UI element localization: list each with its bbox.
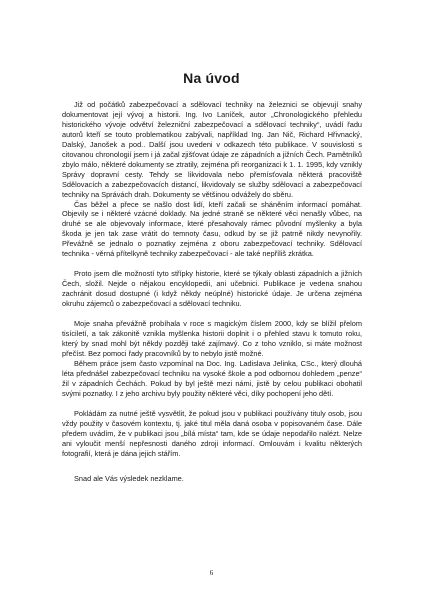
paragraph-6: Pokládám za nutné ještě vysvětlit, že pokud jsou v publikaci používány tituly osob, jsou vždy použity v časovém kontextu, tj. jaké titul měla daná osoba v popisovaném čase. Dále předem uvádím, že v publikaci jsou „bílá místa“ tam, kde se údaje nepodařilo nalézt. Nelze ani vyloučit menší nepřesnosti daného zdroji informací. Omlouvám i kvalitu některých fotografií, která je dána jejich stářím. <box>62 408 362 458</box>
paragraph-4: Moje snaha převážně probíhala v roce s magickým číslem 2000, kdy se blížil přelom tisíciletí, a tak zákonitě vznikla myšlenka historii doplnit i o přehled stavu k tomuto roku, který by snad mohl být někdy později také zajímavý. Co z toho vzniklo, si máte možnost přečíst. Bez pomoci řady pracovníků by to nebylo jistě možné. <box>62 319 362 358</box>
paragraph-1: Již od počátků zabezpečovací a sdělovací techniky na železnici se objevují snahy dokumentovat její vývoj a historii. Ing. Ivo Laníček, autor „Chronologického přehledu historického vývoje odvětví železniční zabezpečovací a sdělovací techniky“, uvádí řadu autorů kteří se touto problematikou zabývali, například Ing. Jan Nič, Richard Hřivnacký, Dalský, Janošek a pod.. Další jsou uvedeni v odkazech této publikace. V souvislosti s citovanou chronologií jsem i já začal zjišťovat údaje ze západních a jižních Čech. Pamětníků zbylo málo, některé dokumenty se ztratily, zejména při reorganizaci k 1. 1. 1995, kdy vznikly Správy dopravní cesty. Tehdy se likvidovala nebo přemísťovala některá pracoviště Sdělovacích a zabezpečovacích distancí, likvidovaly se služby sdělovací a zabezpečovací techniky na Správách drah. Dokumenty se většinou odvážely do sběru. <box>62 100 362 199</box>
paragraph-3: Proto jsem dle možností tyto střípky historie, které se týkaly oblasti západních a jižních Čech, složil. Nejde o nějakou encyklopedii, ani učebnici. Publikace je vedena snahou zachránit dosud dostupné (i když někdy neúplné) historické údaje. Je určena zejména okruhu zájemců o zabezpečovací a sdělovací techniku. <box>62 269 362 309</box>
paragraph-2: Čas běžel a přece se našlo dost lidí, kteří začali se sháněním informací pomáhat. Objevily se i některé vzácné doklady. Na jedné straně se některé věci nenašly vůbec, na druhé se ale objevovaly informace, které přesahovaly rámec původní myšlenky a byla škoda je jen tak zase vrátit do temnoty času, odkud by se již patrně nikdy nevynořily. Převážně se jednalo o poznatky zejména z oboru zabezpečovací techniky. Sdělovací technika - věrná přítelkyně techniky zabezpečovací - ale také nepříliš zkrátka. <box>62 199 362 259</box>
body-text <box>62 100 362 484</box>
paragraph-5: Během práce jsem často vzpomínal na Doc. Ing. Ladislava Jelinka, CSc., který dlouhá léta přednášel zabezpečovací techniku na vysoké škole a pod odbornou dohledem „penze“ žil v západních Čechách. Pokud by byl ještě mezi námi, jistě by celou publikaci obohatil svými poznatky. I z jeho archivu byly použity některé věci, díky pochopení jeho dětí. <box>62 358 362 398</box>
page-number: 6 <box>209 569 214 577</box>
page-title: Na úvod <box>183 70 240 86</box>
paragraph-7: Snad ale Vás výsledek nezklame. <box>74 474 184 484</box>
